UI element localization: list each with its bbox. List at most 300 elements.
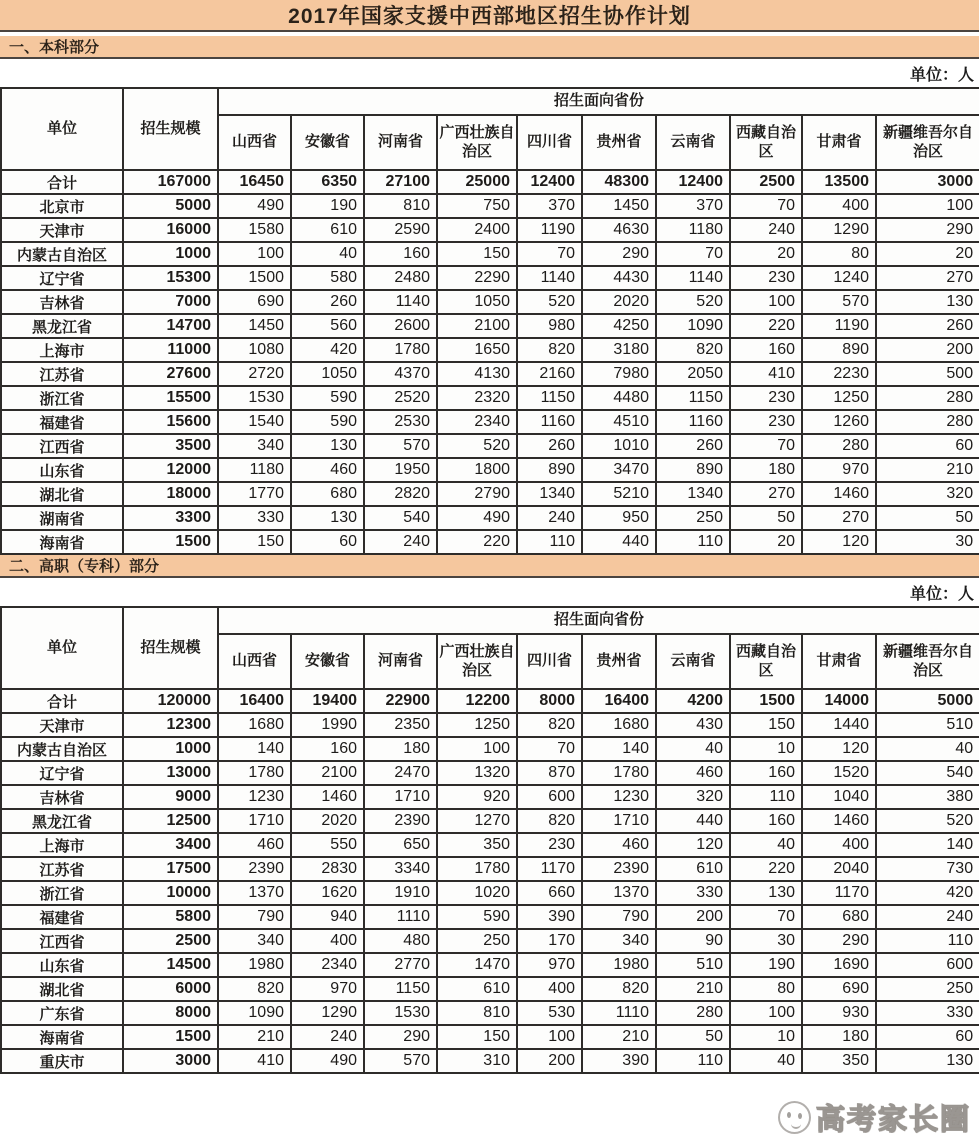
cell-value: 930 [802,1001,876,1025]
cell-value: 610 [291,218,364,242]
cell-value: 100 [218,242,291,266]
table-row [1,386,979,410]
cell-value: 330 [218,506,291,530]
cell-value: 540 [364,506,437,530]
row-label: 天津市 [1,713,123,737]
col-header-province: 四川省 [517,115,582,170]
cell-value: 1620 [291,881,364,905]
cell-value: 590 [291,386,364,410]
cell-value: 330 [876,1001,979,1025]
cell-value: 280 [876,386,979,410]
cell-value: 240 [730,218,802,242]
cell-value: 1230 [218,785,291,809]
row-label: 内蒙古自治区 [1,242,123,266]
row-label: 黑龙江省 [1,314,123,338]
cell-value: 40 [291,242,364,266]
cell-value: 2020 [291,809,364,833]
cell-value: 270 [730,482,802,506]
cell-value: 1270 [437,809,517,833]
cell-value: 40 [656,737,730,761]
cell-scale: 16000 [123,218,218,242]
cell-value: 1340 [656,482,730,506]
cell-value: 890 [802,338,876,362]
table-row [1,977,979,1001]
cell-value: 1370 [582,881,656,905]
table-row [1,737,979,761]
cell-scale: 6000 [123,977,218,1001]
cell-scale: 1500 [123,1025,218,1049]
table-row [1,314,979,338]
cell-value: 1990 [291,713,364,737]
cell-scale: 12000 [123,458,218,482]
row-label: 重庆市 [1,1049,123,1073]
cell-value: 690 [218,290,291,314]
cell-value: 1460 [802,809,876,833]
cell-scale: 3000 [123,1049,218,1073]
col-header-provinces-group: 招生面向省份 [218,607,979,634]
cell-value: 150 [730,713,802,737]
cell-value: 2040 [802,857,876,881]
cell-value: 530 [517,1001,582,1025]
cell-value: 560 [291,314,364,338]
cell-value: 550 [291,833,364,857]
cell-value: 60 [876,1025,979,1049]
cell-value: 2100 [291,761,364,785]
cell-value: 70 [730,434,802,458]
row-label: 浙江省 [1,881,123,905]
cell-value: 370 [656,194,730,218]
cell-value: 750 [437,194,517,218]
cell-value: 680 [291,482,364,506]
cell-value: 940 [291,905,364,929]
cell-value: 120 [802,737,876,761]
watermark-text: 高考家长圈 [815,1104,971,1136]
cell-value: 12400 [517,170,582,194]
cell-value: 2830 [291,857,364,881]
total-row [1,689,979,713]
cell-value: 570 [802,290,876,314]
cell-value: 460 [582,833,656,857]
cell-value: 820 [582,977,656,1001]
cell-value: 510 [876,713,979,737]
cell-value: 350 [802,1049,876,1073]
cell-value: 1440 [802,713,876,737]
watermark-logo [778,1097,971,1138]
cell-value: 280 [802,434,876,458]
cell-value: 240 [364,530,437,554]
cell-value: 2480 [364,266,437,290]
table-row [1,338,979,362]
cell-value: 20 [876,242,979,266]
cell-value: 570 [364,1049,437,1073]
cell-value: 1530 [364,1001,437,1025]
cell-value: 320 [656,785,730,809]
cell-value: 520 [656,290,730,314]
header-group-row [1,88,979,115]
cell-value: 200 [656,905,730,929]
cell-value: 160 [291,737,364,761]
cell-value: 220 [730,857,802,881]
cell-value: 1140 [364,290,437,314]
cell-value: 160 [730,338,802,362]
cell-value: 420 [291,338,364,362]
cell-value: 140 [876,833,979,857]
cell-value: 980 [517,314,582,338]
row-label: 合计 [1,170,123,194]
cell-value: 240 [876,905,979,929]
section-heading-undergraduate: 一、本科部分 [0,36,979,59]
cell-scale: 18000 [123,482,218,506]
cell-value: 260 [876,314,979,338]
cell-value: 1710 [364,785,437,809]
cell-value: 1780 [218,761,291,785]
cell-value: 50 [656,1025,730,1049]
table-row [1,1049,979,1073]
table-row [1,458,979,482]
row-label: 上海市 [1,833,123,857]
cell-value: 690 [802,977,876,1001]
cell-value: 10 [730,1025,802,1049]
cell-value: 2400 [437,218,517,242]
cell-value: 4200 [656,689,730,713]
cell-value: 5000 [876,689,979,713]
cell-value: 1690 [802,953,876,977]
cell-scale: 120000 [123,689,218,713]
cell-value: 2720 [218,362,291,386]
cell-value: 1980 [218,953,291,977]
cell-scale: 3400 [123,833,218,857]
cell-value: 160 [730,809,802,833]
cell-value: 1540 [218,410,291,434]
cell-value: 2390 [364,809,437,833]
cell-scale: 14500 [123,953,218,977]
cell-value: 2230 [802,362,876,386]
cell-value: 410 [218,1049,291,1073]
cell-value: 2790 [437,482,517,506]
cell-scale: 13000 [123,761,218,785]
cell-value: 2600 [364,314,437,338]
cell-scale: 1000 [123,242,218,266]
cell-value: 1160 [656,410,730,434]
cell-value: 4430 [582,266,656,290]
cell-value: 320 [876,482,979,506]
cell-value: 200 [876,338,979,362]
cell-scale: 10000 [123,881,218,905]
col-header-province: 贵州省 [582,115,656,170]
cell-value: 50 [876,506,979,530]
cell-value: 5210 [582,482,656,506]
cell-value: 1340 [517,482,582,506]
cell-value: 210 [656,977,730,1001]
cell-value: 70 [656,242,730,266]
table-row [1,809,979,833]
col-header-province: 安徽省 [291,634,364,689]
cell-value: 16450 [218,170,291,194]
cell-value: 1450 [218,314,291,338]
cell-value: 110 [656,1049,730,1073]
cell-value: 160 [364,242,437,266]
cell-value: 3340 [364,857,437,881]
cell-value: 970 [291,977,364,1001]
cell-scale: 15600 [123,410,218,434]
cell-value: 2020 [582,290,656,314]
cell-value: 610 [437,977,517,1001]
cell-value: 260 [656,434,730,458]
table-row [1,761,979,785]
cell-value: 130 [730,881,802,905]
cell-value: 1910 [364,881,437,905]
col-header-scale: 招生规模 [123,88,218,170]
cell-value: 1260 [802,410,876,434]
cell-value: 340 [218,434,291,458]
cell-value: 1580 [218,218,291,242]
table-row [1,434,979,458]
cell-value: 250 [437,929,517,953]
section-vocational [0,555,979,1074]
cell-value: 200 [517,1049,582,1073]
cell-value: 1230 [582,785,656,809]
cell-value: 40 [730,1049,802,1073]
cell-value: 1160 [517,410,582,434]
cell-value: 230 [730,266,802,290]
row-label: 江西省 [1,929,123,953]
cell-value: 950 [582,506,656,530]
cell-value: 380 [876,785,979,809]
cell-value: 50 [730,506,802,530]
enrollment-table-undergraduate [0,87,979,555]
cell-value: 2590 [364,218,437,242]
cell-value: 520 [517,290,582,314]
table-row [1,290,979,314]
cell-value: 440 [656,809,730,833]
cell-value: 2470 [364,761,437,785]
cell-value: 270 [876,266,979,290]
col-header-province: 广西壮族自治区 [437,634,517,689]
row-label: 合计 [1,689,123,713]
cell-value: 810 [364,194,437,218]
cell-value: 1090 [656,314,730,338]
col-header-province: 广西壮族自治区 [437,115,517,170]
cell-value: 810 [437,1001,517,1025]
cell-value: 100 [730,1001,802,1025]
cell-value: 2100 [437,314,517,338]
cell-value: 48300 [582,170,656,194]
cell-value: 2820 [364,482,437,506]
cell-value: 110 [730,785,802,809]
cell-value: 150 [437,1025,517,1049]
cell-value: 1250 [437,713,517,737]
cell-value: 100 [437,737,517,761]
cell-value: 90 [656,929,730,953]
table-row [1,833,979,857]
cell-value: 1450 [582,194,656,218]
cell-value: 1500 [218,266,291,290]
cell-value: 230 [730,410,802,434]
cell-value: 70 [730,194,802,218]
cell-value: 25000 [437,170,517,194]
cell-value: 70 [517,737,582,761]
cell-value: 1010 [582,434,656,458]
cell-value: 4480 [582,386,656,410]
cell-value: 210 [218,1025,291,1049]
col-header-scale: 招生规模 [123,607,218,689]
cell-value: 130 [876,290,979,314]
cell-value: 920 [437,785,517,809]
row-label: 江西省 [1,434,123,458]
cell-value: 1980 [582,953,656,977]
cell-value: 70 [517,242,582,266]
cell-value: 1680 [582,713,656,737]
cell-value: 60 [291,530,364,554]
row-label: 湖南省 [1,506,123,530]
cell-value: 310 [437,1049,517,1073]
cell-value: 1520 [802,761,876,785]
cell-value: 3000 [876,170,979,194]
cell-value: 2340 [437,410,517,434]
cell-value: 1050 [437,290,517,314]
cell-scale: 8000 [123,1001,218,1025]
cell-value: 16400 [582,689,656,713]
cell-value: 10 [730,737,802,761]
cell-value: 1780 [582,761,656,785]
cell-value: 230 [730,386,802,410]
cell-value: 590 [437,905,517,929]
cell-value: 1190 [802,314,876,338]
cell-value: 340 [218,929,291,953]
table-row [1,194,979,218]
cell-value: 1290 [802,218,876,242]
cell-value: 2160 [517,362,582,386]
col-header-provinces-group: 招生面向省份 [218,88,979,115]
table-row [1,713,979,737]
row-label: 湖北省 [1,977,123,1001]
cell-value: 400 [291,929,364,953]
cell-value: 1170 [517,857,582,881]
cell-value: 80 [730,977,802,1001]
cell-value: 1110 [582,1001,656,1025]
cell-value: 2050 [656,362,730,386]
cell-value: 1150 [364,977,437,1001]
cell-value: 680 [802,905,876,929]
cell-value: 520 [876,809,979,833]
cell-value: 660 [517,881,582,905]
cell-scale: 15500 [123,386,218,410]
row-label: 辽宁省 [1,266,123,290]
col-header-province: 西藏自治区 [730,634,802,689]
cell-value: 20 [730,242,802,266]
cell-value: 100 [517,1025,582,1049]
cell-value: 12400 [656,170,730,194]
col-header-province: 甘肃省 [802,115,876,170]
cell-value: 1460 [291,785,364,809]
cell-value: 730 [876,857,979,881]
cell-value: 1530 [218,386,291,410]
cell-value: 140 [582,737,656,761]
cell-value: 1800 [437,458,517,482]
cell-value: 140 [218,737,291,761]
cell-value: 60 [876,434,979,458]
cell-value: 420 [876,881,979,905]
table-row [1,482,979,506]
col-header-province: 山西省 [218,115,291,170]
cell-value: 290 [802,929,876,953]
cell-value: 20 [730,530,802,554]
cell-value: 400 [802,194,876,218]
cell-value: 1950 [364,458,437,482]
cell-value: 2350 [364,713,437,737]
cell-value: 1770 [218,482,291,506]
cell-value: 2320 [437,386,517,410]
cell-value: 460 [656,761,730,785]
col-header-province: 云南省 [656,634,730,689]
cell-value: 370 [517,194,582,218]
cell-value: 2770 [364,953,437,977]
cell-value: 1460 [802,482,876,506]
cell-value: 130 [291,434,364,458]
cell-value: 1290 [291,1001,364,1025]
cell-value: 12200 [437,689,517,713]
row-label: 海南省 [1,530,123,554]
cell-value: 180 [730,458,802,482]
cell-value: 7980 [582,362,656,386]
cell-value: 890 [656,458,730,482]
cell-value: 190 [291,194,364,218]
cell-value: 1240 [802,266,876,290]
row-label: 辽宁省 [1,761,123,785]
col-header-province: 新疆维吾尔自治区 [876,634,979,689]
cell-value: 1680 [218,713,291,737]
cell-value: 1180 [218,458,291,482]
cell-value: 610 [656,857,730,881]
cell-value: 30 [876,530,979,554]
cell-value: 1140 [656,266,730,290]
cell-value: 650 [364,833,437,857]
cell-value: 820 [218,977,291,1001]
section-heading-vocational: 二、高职（专科）部分 [0,555,979,578]
table-row [1,410,979,434]
cell-value: 580 [291,266,364,290]
cell-value: 130 [876,1049,979,1073]
cell-value: 100 [730,290,802,314]
cell-value: 1170 [802,881,876,905]
cell-value: 2390 [218,857,291,881]
cell-value: 110 [517,530,582,554]
cell-value: 1710 [582,809,656,833]
cell-value: 19400 [291,689,364,713]
cell-value: 1470 [437,953,517,977]
cell-value: 410 [730,362,802,386]
cell-value: 27100 [364,170,437,194]
col-header-province: 新疆维吾尔自治区 [876,115,979,170]
cell-value: 3470 [582,458,656,482]
cell-value: 210 [582,1025,656,1049]
cell-value: 1250 [802,386,876,410]
enrollment-table-vocational [0,606,979,1074]
cell-value: 190 [730,953,802,977]
row-label: 吉林省 [1,785,123,809]
row-label: 山东省 [1,458,123,482]
cell-value: 890 [517,458,582,482]
cell-value: 1710 [218,809,291,833]
cell-scale: 12500 [123,809,218,833]
cell-scale: 1000 [123,737,218,761]
cell-value: 14000 [802,689,876,713]
cell-value: 280 [876,410,979,434]
unit-label: 单位：人 [0,59,979,87]
col-header-province: 甘肃省 [802,634,876,689]
row-label: 内蒙古自治区 [1,737,123,761]
unit-label: 单位：人 [0,578,979,606]
